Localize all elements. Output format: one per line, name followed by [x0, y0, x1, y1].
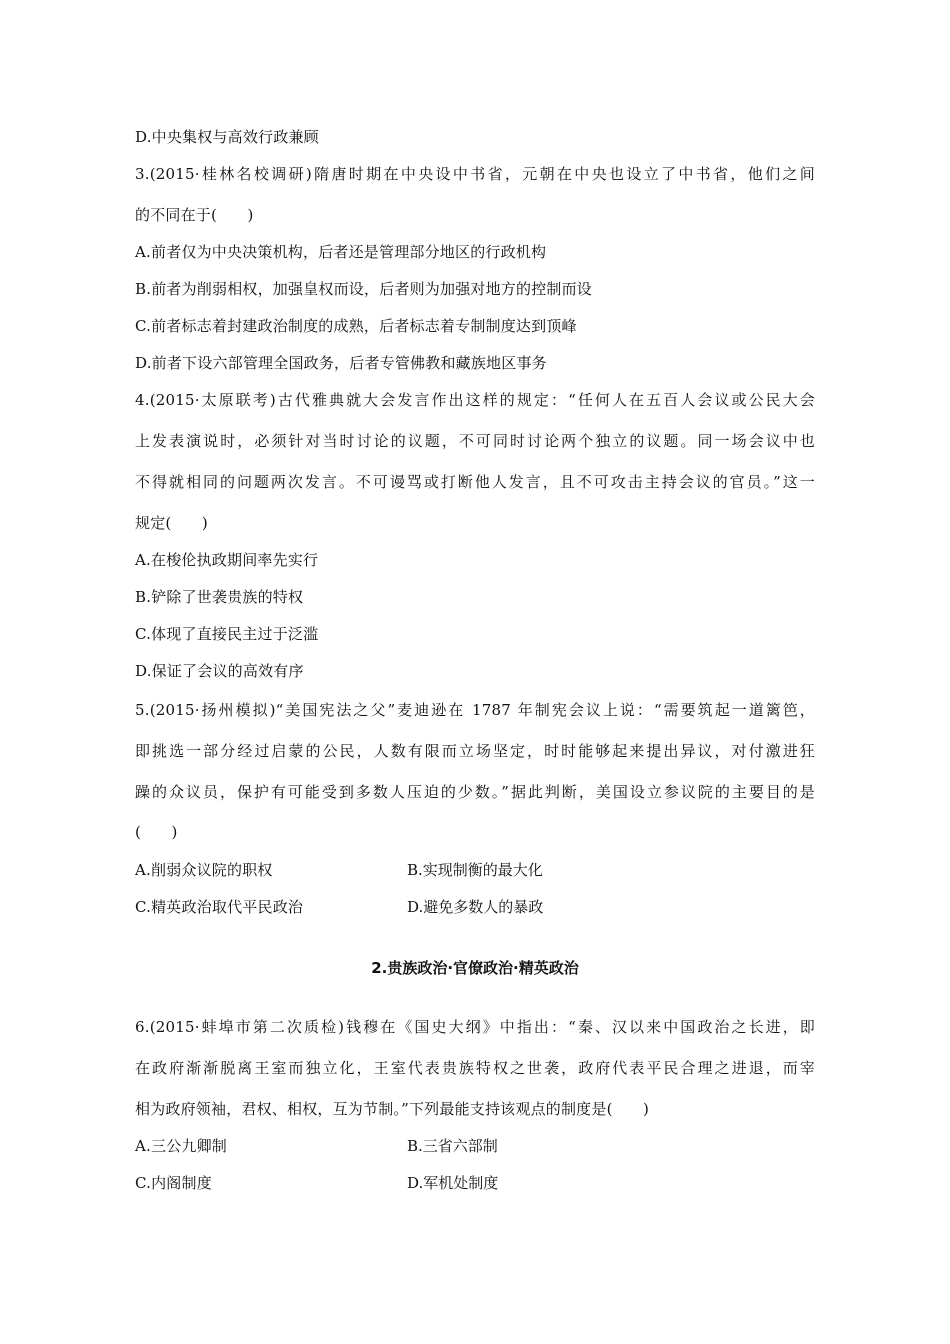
q5-option-d: D.避免多数人的暴政	[407, 898, 544, 916]
q5-stem-line1: 5.(2015·扬州模拟)“美国宪法之父”麦迪逊在 1787 年制宪会议上说：“需要筑起一道篱笆，	[135, 701, 815, 719]
section-heading: 2.贵族政治·官僚政治·精英政治	[371, 959, 579, 977]
q5-option-c: C.精英政治取代平民政治	[135, 898, 304, 916]
q3-stem-line2: 的不同在于( )	[135, 206, 254, 224]
q6-stem-line3: 相为政府领袖，君权、相权，互为节制。”下列最能支持该观点的制度是( )	[135, 1100, 650, 1118]
q5-stem-line2: 即挑选一部分经过启蒙的公民，人数有限而立场坚定，时时能够起来提出异议，对付激进狂	[135, 742, 815, 760]
q4-option-a: A.在梭伦执政期间率先实行	[135, 551, 319, 569]
q6-stem-line1: 6.(2015·蚌埠市第二次质检)钱穆在《国史大纲》中指出：“秦、汉以来中国政治之长进，即	[135, 1018, 815, 1036]
q5-stem-line3: 躁的众议员，保护有可能受到多数人压迫的少数。”据此判断，美国设立参议院的主要目的是	[135, 783, 815, 801]
q2-option-d: D.中央集权与高效行政兼顾	[135, 128, 319, 146]
q5-stem-line4: ( )	[135, 823, 178, 841]
q4-stem-line1: 4.(2015·太原联考)古代雅典就大会发言作出这样的规定：“任何人在五百人会议或公民大会	[135, 391, 815, 409]
q6-option-a: A.三公九卿制	[135, 1137, 228, 1155]
q3-option-a: A.前者仅为中央决策机构，后者还是管理部分地区的行政机构	[135, 243, 547, 261]
q3-option-b: B.前者为削弱相权，加强皇权而设，后者则为加强对地方的控制而设	[135, 280, 592, 298]
q3-option-d: D.前者下设六部管理全国政务，后者专管佛教和藏族地区事务	[135, 354, 547, 372]
q4-option-d: D.保证了会议的高效有序	[135, 662, 304, 680]
q4-option-b: B.铲除了世袭贵族的特权	[135, 588, 304, 606]
q5-option-a: A.削弱众议院的职权	[135, 861, 273, 879]
q6-stem-line2: 在政府渐渐脱离王室而独立化，王室代表贵族特权之世袭，政府代表平民合理之进退，而宰	[135, 1059, 815, 1077]
q3-option-c: C.前者标志着封建政治制度的成熟，后者标志着专制制度达到顶峰	[135, 317, 577, 335]
q4-stem-line4: 规定( )	[135, 514, 208, 532]
q4-stem-line2: 上发表演说时，必须针对当时讨论的议题，不可同时讨论两个独立的议题。同一场会议中也	[135, 432, 815, 450]
q4-option-c: C.体现了直接民主过于泛滥	[135, 625, 319, 643]
q4-stem-line3: 不得就相同的问题两次发言。不可谩骂或打断他人发言，且不可攻击主持会议的官员。”这一	[135, 473, 815, 491]
q5-option-b: B.实现制衡的最大化	[407, 861, 543, 879]
q3-stem-line1: 3.(2015·桂林名校调研)隋唐时期在中央设中书省，元朝在中央也设立了中书省，他们之间	[135, 165, 815, 183]
q6-option-c: C.内阁制度	[135, 1174, 212, 1192]
q6-option-d: D.军机处制度	[407, 1174, 499, 1192]
q6-option-b: B.三省六部制	[407, 1137, 498, 1155]
